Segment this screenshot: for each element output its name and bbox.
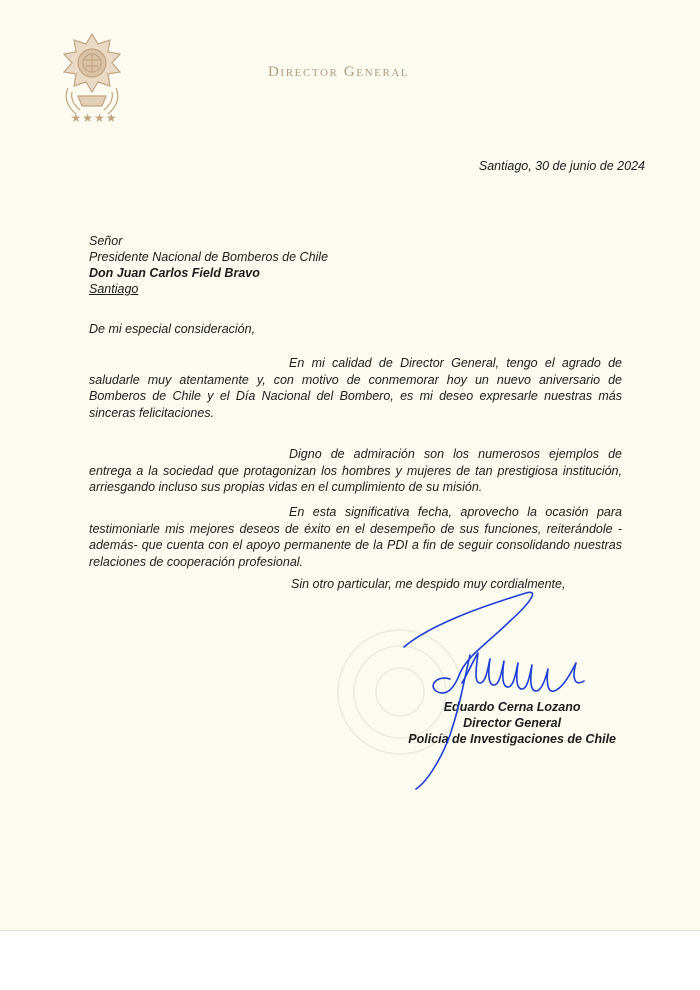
recipient-greeting: Señor bbox=[89, 234, 123, 248]
recipient-block bbox=[89, 233, 328, 297]
handwritten-signature-icon bbox=[390, 585, 590, 795]
body-paragraph-2: Digno de admiración son los numerosos ejemplos de entrega a la sociedad que protagonizan los hombres y mujeres de tan prestigiosa institución, arriesgando incluso sus propias vidas en el cumplimiento de su misión. bbox=[89, 447, 622, 494]
signer-institution: Policía de Investigaciones de Chile bbox=[408, 732, 616, 746]
closing-line: Sin otro particular, me despido muy cordialmente, bbox=[291, 577, 566, 591]
letter-date: Santiago, 30 de junio de 2024 bbox=[478, 159, 645, 173]
rank-stars: ★★★★ bbox=[70, 111, 118, 125]
recipient-city: Santiago bbox=[89, 282, 139, 296]
signer-name: Eduardo Cerna Lozano bbox=[443, 700, 581, 714]
recipient-position: Presidente Nacional de Bomberos de Chile bbox=[89, 250, 329, 264]
body-paragraph-3: En esta significativa fecha, aprovecho la ocasión para testimoniarle mis mejores deseos de éxito en el desempeño de sus funciones, reiterándole -además- que cuenta con el apoyo permanente de la PDI a fin de seguir consolidando nuestras relaciones de cooperación profesional. bbox=[89, 505, 622, 569]
signer-title: Director General bbox=[463, 716, 562, 730]
salutation: De mi especial consideración, bbox=[89, 322, 256, 336]
letterhead-title: Director General bbox=[268, 64, 410, 80]
recipient-name: Don Juan Carlos Field Bravo bbox=[89, 266, 260, 280]
body-paragraph-1: En mi calidad de Director General, tengo el agrado de saludarle muy atentamente y, con motivo de conmemorar hoy un nuevo aniversario de Bomberos de Chile y el Día Nacional del Bombero, es mi deseo expresarle nuestras más sinceras felicitaciones. bbox=[89, 356, 622, 420]
